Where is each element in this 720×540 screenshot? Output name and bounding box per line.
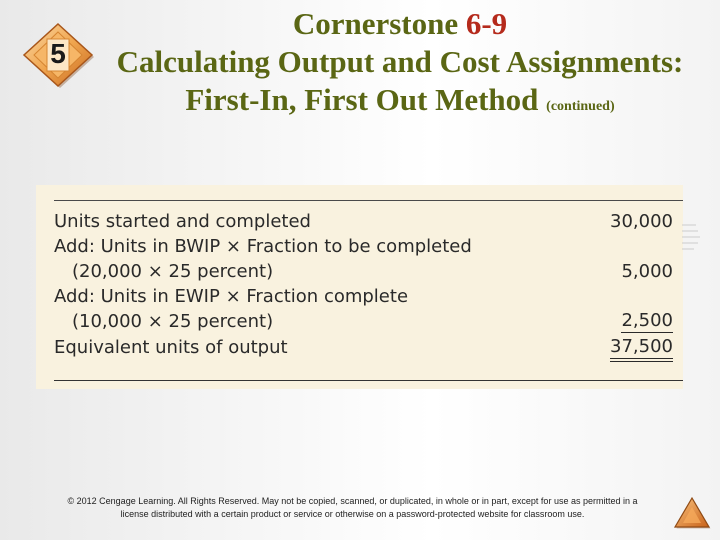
row-label: Add: Units in EWIP × Fraction complete <box>54 286 409 307</box>
badge-number: 5 <box>50 38 66 69</box>
title-method: First-In, First Out Method <box>185 82 547 117</box>
table-row <box>54 209 673 234</box>
row-value: 30,000 <box>610 211 673 232</box>
row-value-total: 37,500 <box>610 335 673 362</box>
edge-decoration-icon <box>680 215 720 265</box>
table-row <box>54 259 673 284</box>
title-cornerstone-number: 6-9 <box>465 6 508 41</box>
title-continued: (continued) <box>546 99 615 114</box>
section-badge <box>20 20 96 90</box>
title-line-3 <box>95 81 705 126</box>
table-row <box>54 309 673 334</box>
copyright-line-2: license distributed with a certain product or service or otherwise on a password-protected website for classroom use. <box>120 509 585 519</box>
slide-title <box>95 5 705 126</box>
copyright-notice <box>20 495 685 521</box>
row-value: 5,000 <box>621 261 673 282</box>
table-row <box>54 284 673 309</box>
table-top-rule <box>54 200 683 201</box>
title-line-1 <box>95 5 705 43</box>
row-label: Add: Units in BWIP × Fraction to be completed <box>54 236 472 257</box>
row-label: (10,000 × 25 percent) <box>72 311 274 332</box>
row-label: Units started and completed <box>54 211 311 232</box>
equivalent-units-table <box>36 185 683 389</box>
row-value: 2,500 <box>621 310 673 331</box>
row-label: (20,000 × 25 percent) <box>72 261 274 282</box>
row-label: Equivalent units of output <box>54 337 288 358</box>
title-cornerstone: Cornerstone <box>292 6 466 41</box>
table-row <box>54 234 673 259</box>
next-arrow-icon[interactable] <box>672 495 712 531</box>
title-line-2: Calculating Output and Cost Assignments: <box>116 44 684 79</box>
table-bottom-rule <box>54 380 683 381</box>
copyright-line-1: © 2012 Cengage Learning. All Rights Reserved. May not be copied, scanned, or duplicated, in whole or in part, except for use as permitted in a <box>67 496 638 506</box>
table-row <box>54 335 673 360</box>
